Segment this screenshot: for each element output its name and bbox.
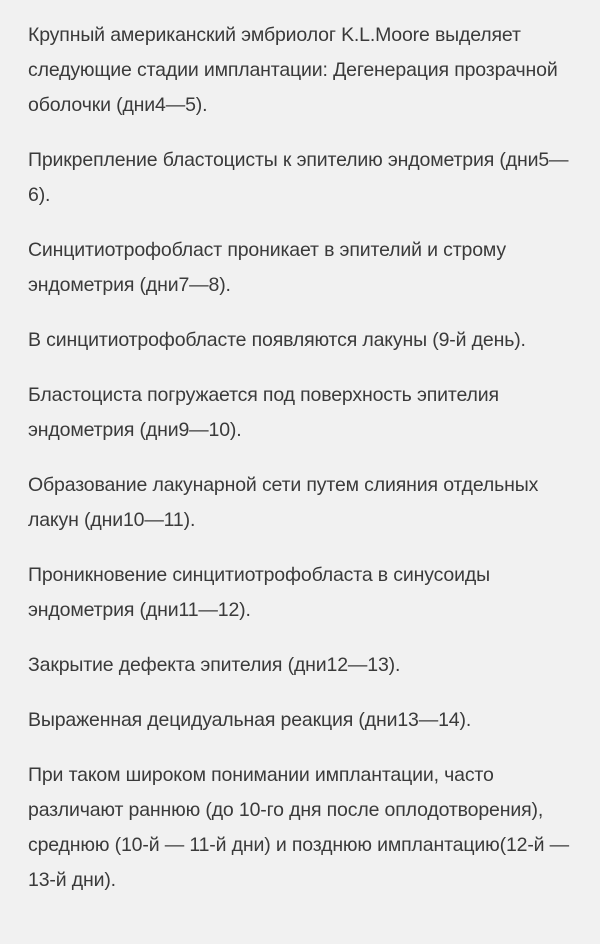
paragraph-attachment: Прикрепление бластоцисты к эпителию эндометрия (дни5—6). bbox=[28, 149, 569, 206]
paragraph-epithelium-closure: Закрытие дефекта эпителия (дни12—13). bbox=[28, 654, 401, 676]
paragraph-implantation-summary: При таком широком понимании имплантации, часто различают раннюю (до 10-го дня после оплодотворения), среднюю (10-й — 11-й дни) и позднюю имплантацию(12-й — 13-й дни). bbox=[28, 764, 570, 891]
paragraph-blastocyst-submersion: Бластоциста погружается под поверхность эпителия эндометрия (дни9—10). bbox=[28, 384, 499, 441]
paragraph-sinusoid-penetration: Проникновение синцитиотрофобласта в синусоиды эндометрия (дни11—12). bbox=[28, 564, 490, 621]
paragraph-moore-stages: Крупный американский эмбриолог K.L.Moore выделяет следующие стадии имплантации: Дегенерация прозрачной оболочки (дни4—5). bbox=[28, 24, 558, 116]
paragraph-syncytiotrophoblast: Синцитиотрофобласт проникает в эпителий и строму эндометрия (дни7—8). bbox=[28, 239, 506, 296]
paragraph-lacunae: В синцитиотрофобласте появляются лакуны (9-й день). bbox=[28, 329, 526, 351]
paragraph-decidual-reaction: Выраженная децидуальная реакция (дни13—14). bbox=[28, 709, 472, 731]
paragraph-lacunar-network: Образование лакунарной сети путем слияния отдельных лакун (дни10—11). bbox=[28, 474, 539, 531]
